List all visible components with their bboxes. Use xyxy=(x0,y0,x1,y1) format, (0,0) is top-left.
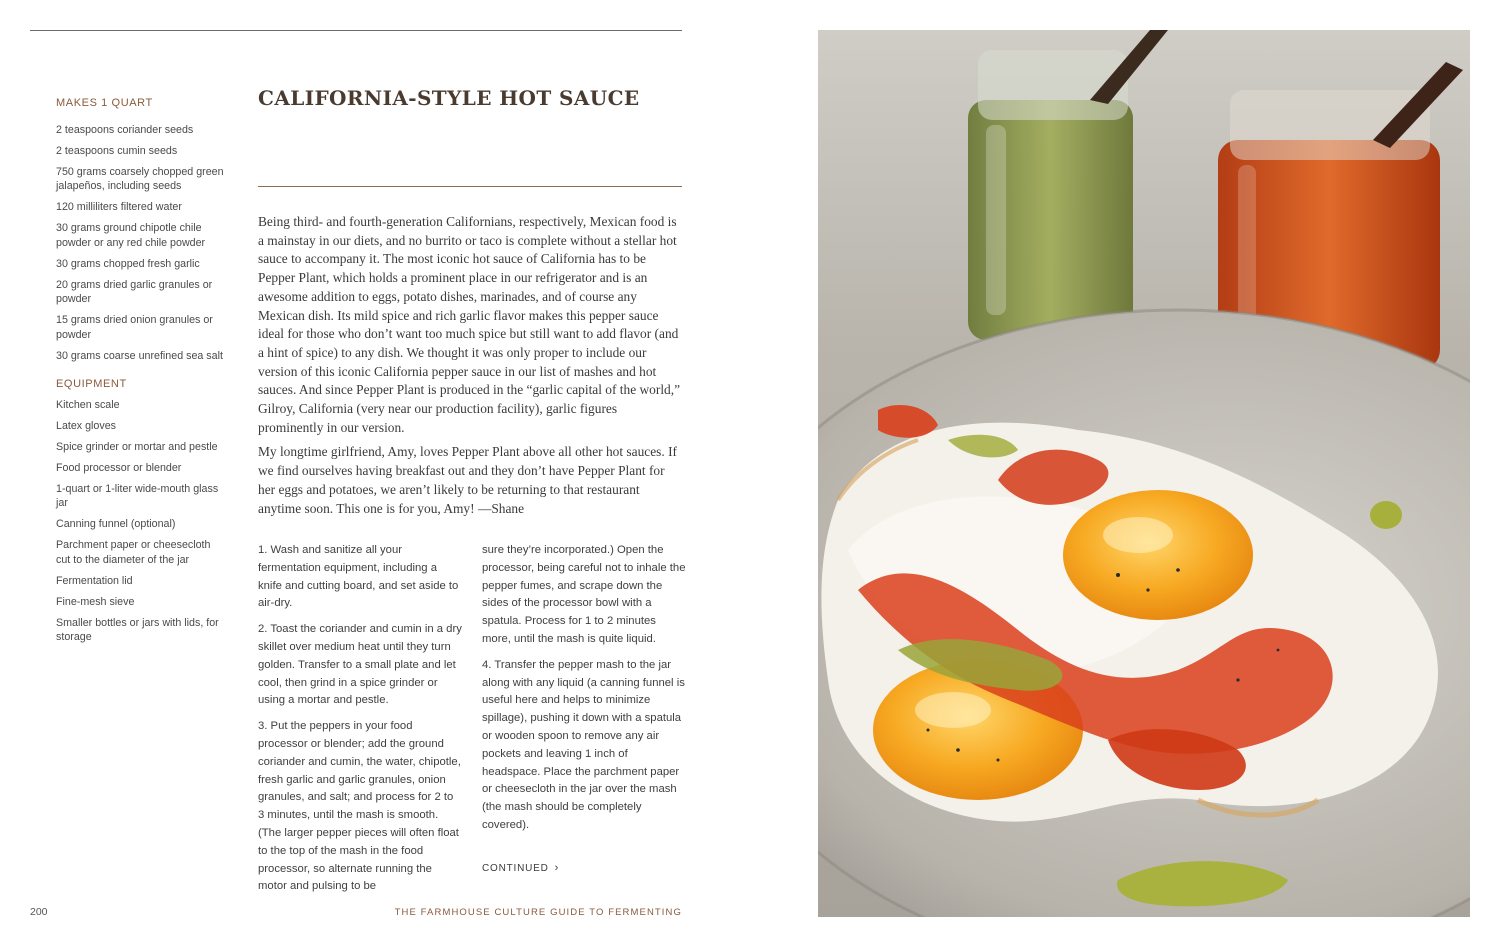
ingredient-item: 30 grams ground chipotle chile powder or any red chile powder xyxy=(56,222,206,249)
top-rule xyxy=(30,30,682,31)
ingredient-item: 20 grams dried garlic granules or powder xyxy=(56,278,213,305)
ingredient-item: 2 teaspoons cumin seeds xyxy=(56,144,178,157)
ingredient-item: 30 grams coarse unrefined sea salt xyxy=(56,349,223,362)
yield-heading: MAKES 1 QUART xyxy=(56,97,153,109)
equipment-list xyxy=(56,398,226,645)
ingredient-item: 120 milliliters filtered water xyxy=(56,201,182,213)
intro-paragraph: My longtime girlfriend, Amy, loves Pepper Plant above all other hot sauces. If we find ourselves having breakfast out and they don’t have Pepper Plant for her eggs and potatoes, we aren’t likely to be returning to that restaurant anytime soon. This one is for you, Amy! —Shane xyxy=(258,444,677,516)
ingredient-list xyxy=(56,123,226,364)
ingredient-item: 15 grams dried onion granules or powder xyxy=(56,314,213,341)
equipment-item: Spice grinder or mortar and pestle xyxy=(56,440,218,453)
method-step: 1. Wash and sanitize all your fermentation equipment, including a knife and cutting board, and set aside to air-dry. xyxy=(258,544,459,610)
recipe-title: CALIFORNIA-STYLE HOT SAUCE xyxy=(258,86,640,110)
method-step: 4. Transfer the pepper mash to the jar along with any liquid (a canning funnel is useful here and helps to minimize spillage), pushing it down with a spatula or wooden spoon to remove any air pockets and leaving 1 inch of headspace. Place the parchment paper or cheesecloth in the jar over the mash (the mash should be completely covered). xyxy=(482,658,685,831)
ingredient-item: 750 grams coarsely chopped green jalapeños, including seeds xyxy=(56,165,224,192)
intro-text xyxy=(258,213,682,524)
chevron-right-icon: › xyxy=(554,862,560,874)
method-step: 3. Put the peppers in your food processor or blender; add the ground coriander and cumin, the water, chipotle, fresh garlic and garlic granules, onion granules, and salt; and process for 2 to 3 minutes, until the mash is smooth. (The larger pepper pieces will often float to the top of the mash in the food processor, so alternate running the motor and pulsing to be xyxy=(258,720,461,893)
hot-sauce-eggs-photo xyxy=(818,30,1470,917)
equipment-item: Food processor or blender xyxy=(56,461,182,474)
equipment-item: 1-quart or 1-liter wide-mouth glass jar xyxy=(56,482,219,509)
equipment-item: Smaller bottles or jars with lids, for storage xyxy=(56,616,219,643)
equipment-item: Latex gloves xyxy=(56,419,117,432)
method-step: sure they’re incorporated.) Open the processor, being careful not to inhale the pepper fumes, and scrape down the sides of the processor bowl with a spatula. Process for 1 to 2 minutes more, until the mash is quite liquid. xyxy=(482,544,686,645)
intro-paragraph: Being third- and fourth-generation Californians, respectively, Mexican food is a mainstay in our diets, and no burrito or taco is complete without a stellar hot sauce to accompany it. The most iconic hot sauce of California has to be Pepper Plant, which holds a prominent place in our refrigerator and is an awesome addition to eggs, potato dishes, marinades, and of course any Mexican dish. Its mild spice and rich garlic flavor makes this pepper sauce ideal for those who don’t want too much spice but still want to add flavor (and a hint of spice) to any dish. We thought it was only proper to include our version of this iconic California pepper sauce in our list of mashes and hot sauces. And since Pepper Plant is produced in the “garlic capital of the world,” Gilroy, California (very near our production facility), garlic figures prominently in our version. xyxy=(258,214,681,435)
method-column-1 xyxy=(258,542,462,904)
equipment-item: Canning funnel (optional) xyxy=(56,518,176,530)
equipment-item: Kitchen scale xyxy=(56,398,120,411)
equipment-heading: EQUIPMENT xyxy=(56,378,127,390)
method-column-2 xyxy=(482,542,686,843)
equipment-item: Fermentation lid xyxy=(56,574,133,587)
ingredient-item: 2 teaspoons coriander seeds xyxy=(56,123,194,136)
continued-link[interactable] xyxy=(482,862,559,874)
equipment-item: Fine-mesh sieve xyxy=(56,595,135,608)
equipment-item: Parchment paper or cheesecloth cut to the diameter of the jar xyxy=(56,539,211,566)
title-rule xyxy=(258,186,682,187)
method-step: 2. Toast the coriander and cumin in a dry skillet over medium heat until they turn golden. Transfer to a small plate and let cool, then grind in a spice grinder or using a mortar and pestle. xyxy=(258,623,462,707)
running-footer: THE FARMHOUSE CULTURE GUIDE TO FERMENTING xyxy=(394,907,682,918)
page-number: 200 xyxy=(30,906,48,918)
ingredient-item: 30 grams chopped fresh garlic xyxy=(56,257,200,270)
ingredients-sidebar xyxy=(56,96,226,651)
continued-label: CONTINUED xyxy=(482,863,549,874)
